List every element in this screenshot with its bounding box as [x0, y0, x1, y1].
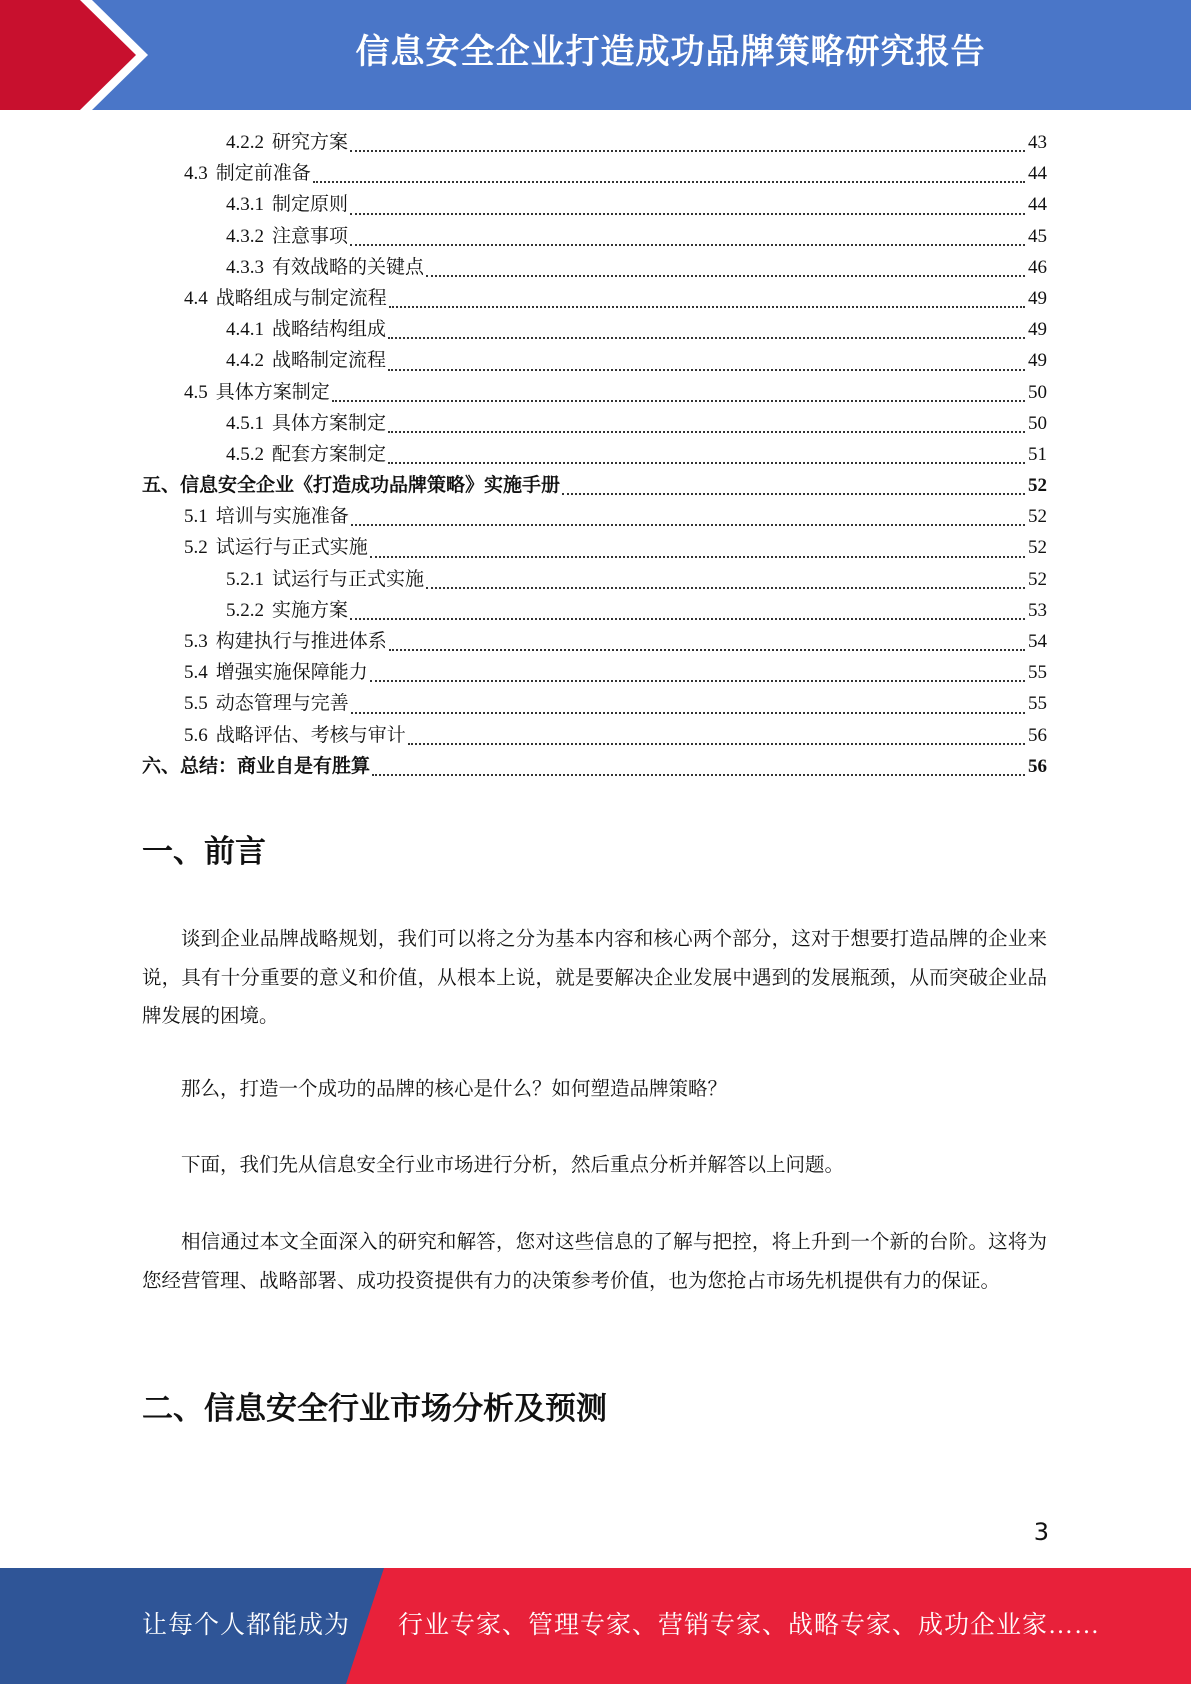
toc-entry-number: 4.5.1 — [226, 412, 264, 434]
table-of-contents — [142, 127, 1047, 782]
toc-entry-page: 46 — [1028, 256, 1047, 278]
toc-entry-number: 4.2.2 — [226, 132, 264, 153]
toc-entry[interactable] — [142, 688, 1047, 719]
toc-entry-label: 具体方案制定 — [215, 381, 330, 403]
toc-entry-number: 5.6 — [184, 724, 208, 746]
toc-entry-label: 实施方案 — [272, 599, 349, 621]
toc-entry-label: 战略组成与制定流程 — [215, 287, 387, 309]
toc-dot-leader — [388, 431, 1025, 433]
toc-entry-page: 50 — [1028, 381, 1047, 403]
preface-paragraph-3: 下面，我们先从信息安全行业市场进行分析，然后重点分析并解答以上问题。 — [181, 1155, 845, 1176]
toc-dot-leader — [351, 524, 1025, 526]
toc-entry-page: 43 — [1028, 132, 1047, 153]
red-chevron-icon — [0, 0, 160, 110]
toc-entry-page: 44 — [1028, 194, 1047, 216]
toc-entry-label: 六、总结：商业自是有胜算 — [142, 755, 371, 777]
toc-entry[interactable] — [142, 657, 1047, 688]
toc-entry-number: 4.3.2 — [226, 225, 264, 247]
toc-dot-leader — [408, 743, 1025, 745]
toc-entry-page: 45 — [1028, 225, 1047, 247]
toc-entry-label: 战略评估、考核与审计 — [215, 724, 406, 746]
toc-entry[interactable] — [142, 189, 1047, 220]
toc-entry[interactable] — [142, 283, 1047, 314]
toc-entry-page: 52 — [1028, 506, 1047, 528]
toc-dot-leader — [332, 400, 1025, 402]
toc-dot-leader — [350, 244, 1025, 246]
toc-dot-leader — [350, 213, 1025, 215]
toc-dot-leader — [351, 712, 1025, 714]
toc-entry[interactable] — [142, 158, 1047, 189]
toc-entry-number: 5.2.2 — [226, 599, 264, 621]
toc-entry-label: 注意事项 — [272, 225, 349, 247]
toc-entry-label: 有效战略的关键点 — [272, 256, 425, 278]
toc-entry-page: 54 — [1028, 631, 1047, 652]
toc-entry-number: 5.5 — [184, 693, 208, 715]
toc-entry-page: 52 — [1028, 537, 1047, 559]
toc-dot-leader — [388, 369, 1025, 371]
toc-entry[interactable] — [142, 439, 1047, 470]
toc-entry-number: 5.2.1 — [226, 568, 264, 590]
toc-entry-number: 4.5.2 — [226, 443, 264, 465]
toc-entry-page: 55 — [1028, 693, 1047, 715]
preface-paragraph-1: 谈到企业品牌战略规划，我们可以将之分为基本内容和核心两个部分，这对于想要打造品牌的企业来说，具有十分重要的意义和价值，从根本上说，就是要解决企业发展中遇到的发展瓶颈，从而突破企业品牌发展的困境。 — [142, 929, 1047, 1027]
toc-entry-page: 52 — [1028, 568, 1047, 590]
footer-slogan-right: 行业专家、管理专家、营销专家、战略专家、成功企业家…… — [398, 1612, 1101, 1639]
toc-entry-number: 4.3 — [184, 163, 208, 185]
toc-entry-number: 5.1 — [184, 506, 208, 528]
toc-dot-leader — [313, 181, 1025, 183]
toc-entry[interactable] — [142, 377, 1047, 408]
toc-entry[interactable] — [142, 314, 1047, 345]
toc-entry-page: 55 — [1028, 662, 1047, 684]
toc-entry[interactable] — [142, 252, 1047, 283]
toc-entry-page: 53 — [1028, 599, 1047, 621]
toc-entry-number: 4.3.1 — [226, 194, 264, 216]
toc-entry-label: 制定原则 — [272, 194, 349, 216]
toc-entry-number: 5.4 — [184, 662, 208, 684]
toc-entry-label: 具体方案制定 — [272, 412, 387, 434]
toc-dot-leader — [350, 618, 1025, 620]
toc-entry-number: 4.4.1 — [226, 319, 264, 341]
toc-entry[interactable] — [142, 408, 1047, 439]
toc-entry-label: 增强实施保障能力 — [215, 662, 368, 684]
header-banner — [0, 0, 1191, 110]
toc-entry-label: 动态管理与完善 — [215, 693, 349, 715]
toc-entry-page: 49 — [1028, 350, 1047, 372]
preface-heading: 一、前言 — [142, 834, 266, 870]
toc-dot-leader — [426, 275, 1025, 277]
toc-entry[interactable] — [142, 720, 1047, 751]
toc-entry[interactable] — [142, 501, 1047, 532]
toc-entry-page: 44 — [1028, 163, 1047, 185]
toc-entry[interactable] — [142, 595, 1047, 626]
market-analysis-heading: 二、信息安全行业市场分析及预测 — [142, 1391, 607, 1427]
toc-entry-number: 5.3 — [184, 631, 208, 652]
toc-entry-page: 49 — [1028, 287, 1047, 309]
toc-dot-leader — [388, 337, 1025, 339]
preface-paragraph-4: 相信通过本文全面深入的研究和解答，您对这些信息的了解与把控，将上升到一个新的台阶。这将为您经营管理、战略部署、成功投资提供有力的决策参考价值，也为您抢占市场先机提供有力的保证。 — [142, 1232, 1047, 1292]
toc-entry-page: 49 — [1028, 319, 1047, 341]
toc-entry[interactable] — [142, 127, 1047, 158]
toc-entry-label: 试运行与正式实施 — [272, 568, 425, 590]
toc-entry[interactable] — [142, 751, 1047, 782]
toc-entry-page: 56 — [1028, 755, 1047, 777]
toc-entry-label: 配套方案制定 — [272, 443, 387, 465]
toc-dot-leader — [389, 649, 1025, 651]
toc-dot-leader — [388, 462, 1025, 464]
toc-entry-page: 56 — [1028, 724, 1047, 746]
toc-entry-label: 战略结构组成 — [272, 319, 387, 341]
toc-entry-label: 五、信息安全企业《打造成功品牌策略》实施手册 — [142, 475, 561, 497]
footer-slogan-left: 让每个人都能成为 — [142, 1612, 351, 1639]
toc-entry-number: 4.5 — [184, 381, 208, 403]
toc-entry-label: 试运行与正式实施 — [215, 537, 368, 559]
toc-dot-leader — [562, 493, 1025, 495]
toc-entry-number: 5.2 — [184, 537, 208, 559]
toc-dot-leader — [370, 556, 1025, 558]
toc-entry[interactable] — [142, 564, 1047, 595]
toc-entry-page: 51 — [1028, 443, 1047, 465]
toc-entry[interactable] — [142, 626, 1047, 657]
report-title: 信息安全企业打造成功品牌策略研究报告 — [355, 32, 986, 72]
toc-entry-label: 研究方案 — [272, 132, 349, 153]
toc-entry-label: 构建执行与推进体系 — [215, 631, 387, 652]
toc-dot-leader — [372, 774, 1025, 776]
toc-entry[interactable] — [142, 221, 1047, 252]
toc-dot-leader — [426, 587, 1025, 589]
toc-dot-leader — [389, 306, 1025, 308]
toc-entry[interactable] — [142, 470, 1047, 501]
toc-entry-page: 50 — [1028, 412, 1047, 434]
toc-entry[interactable] — [142, 532, 1047, 563]
toc-dot-leader — [350, 150, 1025, 152]
toc-entry-label: 战略制定流程 — [272, 350, 387, 372]
toc-entry-page: 52 — [1028, 475, 1047, 497]
toc-entry-number: 4.4.2 — [226, 350, 264, 372]
page-number: 3 — [1033, 1518, 1049, 1546]
toc-entry-label: 培训与实施准备 — [215, 506, 349, 528]
preface-paragraph-2: 那么，打造一个成功的品牌的核心是什么？如何塑造品牌策略？ — [181, 1079, 728, 1100]
toc-entry[interactable] — [142, 345, 1047, 376]
toc-dot-leader — [370, 680, 1025, 682]
toc-entry-label: 制定前准备 — [215, 163, 311, 185]
footer-banner — [0, 1568, 1191, 1684]
toc-entry-number: 4.3.3 — [226, 256, 264, 278]
toc-entry-number: 4.4 — [184, 287, 208, 309]
